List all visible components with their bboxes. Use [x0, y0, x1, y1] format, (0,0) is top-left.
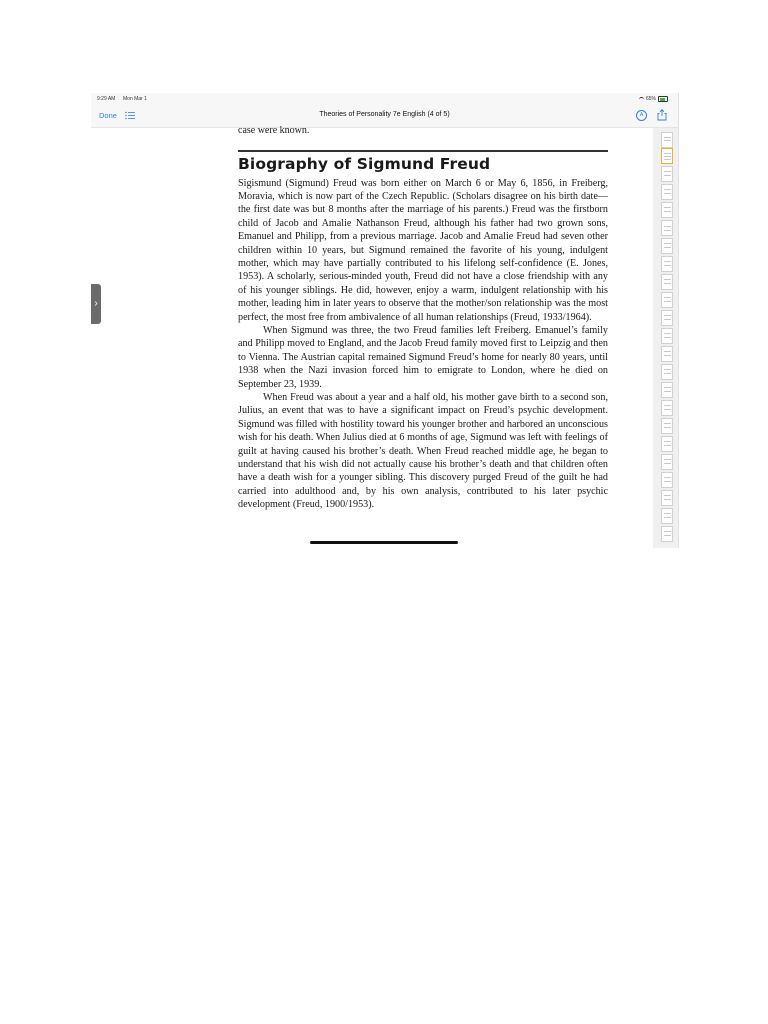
previous-page-text: case were known.: [238, 125, 310, 136]
page-thumbnail[interactable]: [661, 508, 673, 524]
page-thumbnail[interactable]: [661, 292, 673, 308]
share-icon[interactable]: [657, 109, 667, 121]
sidebar-toggle-handle[interactable]: ›: [91, 284, 101, 324]
wifi-icon: [639, 97, 644, 102]
document-title: Theories of Personality 7e English (4 of 5): [319, 111, 450, 118]
page-thumbnail[interactable]: [661, 346, 673, 362]
page-thumbnail[interactable]: [661, 238, 673, 254]
page-thumbnail[interactable]: [661, 382, 673, 398]
page-thumbnail-strip[interactable]: [653, 128, 678, 548]
page-thumbnail[interactable]: [661, 490, 673, 506]
section-heading: Biography of Sigmund Freud: [238, 154, 491, 173]
page-thumbnail[interactable]: [661, 202, 673, 218]
page-thumbnail[interactable]: [661, 274, 673, 290]
page-thumbnail[interactable]: [661, 418, 673, 434]
page-thumbnail[interactable]: [661, 310, 673, 326]
reader-window: [91, 93, 679, 548]
page-thumbnail[interactable]: [661, 364, 673, 380]
document-page[interactable]: [91, 125, 653, 548]
page-thumbnail[interactable]: [661, 132, 673, 148]
page-thumbnail[interactable]: [661, 256, 673, 272]
page-thumbnail[interactable]: [661, 328, 673, 344]
page-thumbnail[interactable]: [661, 184, 673, 200]
page-thumbnail[interactable]: [661, 526, 673, 542]
page-thumbnail-current[interactable]: [661, 148, 673, 164]
page-thumbnail[interactable]: [661, 472, 673, 488]
section-divider: [238, 150, 608, 152]
status-time: 9:29 AM: [97, 96, 116, 102]
battery-percent: 65%: [645, 96, 656, 102]
page-thumbnail[interactable]: [661, 400, 673, 416]
page-content: [238, 125, 608, 512]
done-button[interactable]: Done: [99, 111, 117, 120]
battery-icon: [658, 96, 668, 102]
markup-icon[interactable]: A: [636, 110, 647, 121]
page-thumbnail[interactable]: [661, 166, 673, 182]
home-indicator[interactable]: [310, 541, 458, 544]
paragraph: Sigismund (Sigmund) Freud was born either on March 6 or May 6, 1856, in Freiberg, Moravia, which is now part of the Czech Republic. (Scholars disagree on his birth date—the first date was but 8 months after the marriage of his parents.) Freud was the firstborn child of Jacob and Amalie Nathanson Freud, although his father had two grown sons, Emanuel and Philipp, from a previous marriage. Jacob and Amalie Freud had seven other children within 10 years, but Sigmund remained the favorite of his young, indulgent mother, which may have partially contributed to his lifelong self-confidence (E. Jones, 1953). A scholarly, serious-minded youth, Freud did not have a close friendship with any of his younger siblings. He did, however, enjoy a warm, indulgent relationship with his mother, leading him in later years to observe that the mother/son relationship was the most perfect, the most free from ambivalence of all human relationships (Freud, 1933/1964).: [238, 177, 608, 323]
page-thumbnail[interactable]: [661, 220, 673, 236]
paragraph: When Freud was about a year and a half old, his mother gave birth to a second son, Julius, an event that was to have a significant impact on Freud’s psychic development. Sigmund was filled with hostility toward his younger brother and harbored an unconscious wish for his death. When Julius died at 6 months of age, Sigmund was left with feelings of guilt at having caused his brother’s death. When Freud reached middle age, he began to understand that his wish did not actually cause his brother’s death and that children often have a death wish for a younger sibling. This discovery purged Freud of the guilt he had carried into adulthood and, by his own analysis, contributed to his later psychic development (Freud, 1900/1953).: [238, 392, 608, 511]
page-thumbnail[interactable]: [661, 436, 673, 452]
status-bar: [91, 93, 678, 105]
status-indicators: [639, 96, 668, 102]
paragraph: When Sigmund was three, the two Freud families left Freiberg. Emanuel’s family and Philipp moved to England, and the Jacob Freud family moved first to Leipzig and then to Vienna. The Austrian capital remained Sigmund Freud’s home for nearly 80 years, until 1938 when the Nazi invasion forced him to emigrate to London, where he died on September 23, 1939.: [238, 324, 608, 390]
status-date: Mon Mar 1: [123, 96, 147, 102]
page-thumbnail[interactable]: [661, 454, 673, 470]
